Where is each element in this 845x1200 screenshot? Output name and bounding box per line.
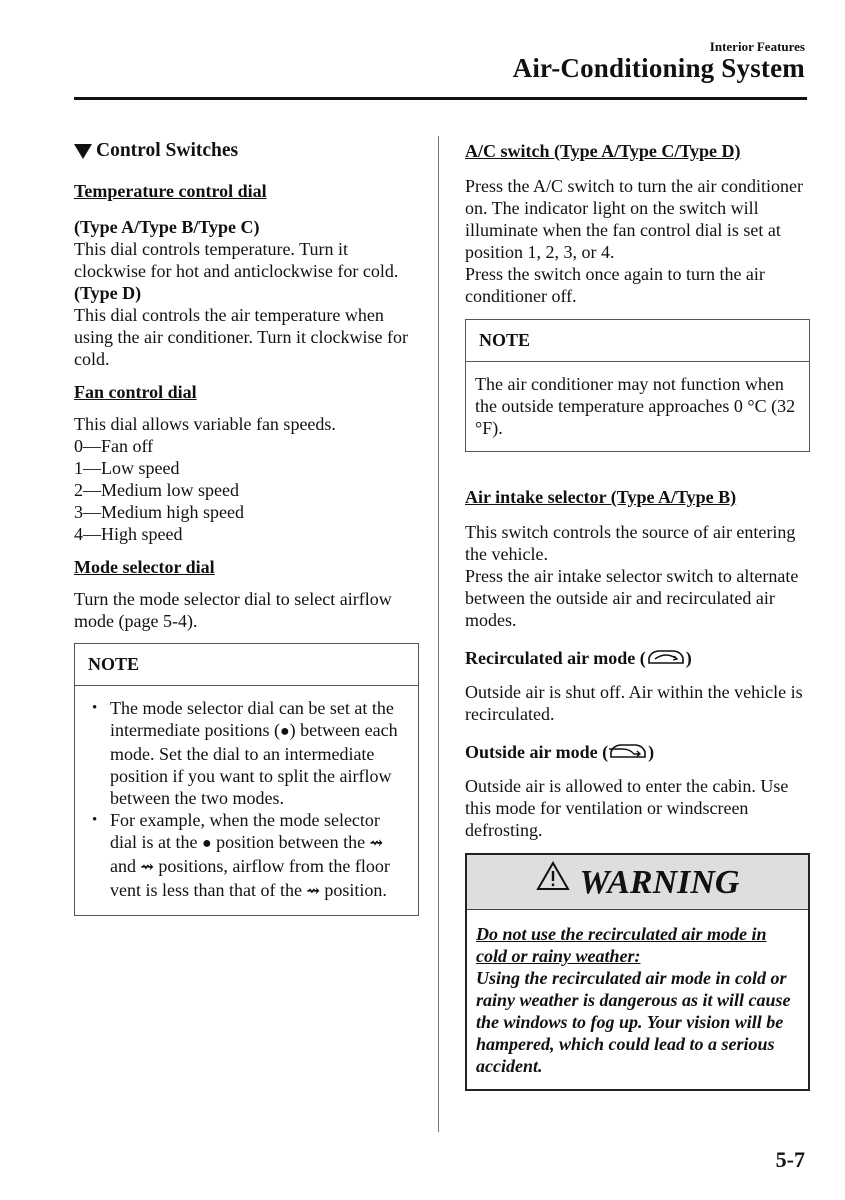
column-divider [438, 136, 439, 1132]
section-label: Interior Features [709, 39, 805, 54]
mode-text: Turn the mode selector dial to select airflow mode (page 5-4). [74, 589, 392, 631]
fan-speed-item: 0—Fan off [74, 436, 154, 456]
recirculated-heading-text: ) [685, 648, 692, 668]
recirculated-heading [465, 647, 810, 671]
note-item [84, 809, 409, 903]
page-number: 5-7 [775, 1147, 805, 1172]
fan-speed-item: 2—Medium low speed [74, 480, 239, 500]
fan-speed-item: 4—High speed [74, 524, 183, 544]
fan-speed-item: 1—Low speed [74, 458, 180, 478]
section-heading-text: Control Switches [96, 140, 239, 161]
note-text: positions, airflow from the floor vent is less than that of the [110, 856, 390, 900]
fan-speed-item: 3—Medium high speed [74, 502, 244, 522]
type-abc-label: (Type A/Type B/Type C) [74, 217, 260, 237]
intake-text: Press the air intake selector switch to alternate between the outside air and recirculated air modes. [465, 566, 799, 630]
temperature-heading: Temperature control dial [74, 181, 267, 201]
header-rule [74, 97, 807, 100]
note-box-left [74, 643, 419, 916]
note-text: position. [319, 880, 387, 900]
mode-heading: Mode selector dial [74, 557, 215, 577]
outside-text: Outside air is allowed to enter the cabin. Use this mode for ventilation or windscreen defrosting. [465, 776, 789, 840]
left-column [74, 140, 419, 916]
warning-lead: Do not use the recirculated air mode in cold or rainy weather: [476, 924, 767, 966]
recirculated-heading-text: Recirculated air mode ( [465, 648, 646, 668]
page-title: Air-Conditioning System [512, 53, 805, 83]
note-text: ) between each mode. Set the dial to an intermediate position if you want to split the airflow between the two modes. [110, 720, 398, 808]
dot-icon: ● [201, 835, 212, 852]
recirculated-text: Outside air is shut off. Air within the vehicle is recirculated. [465, 682, 803, 724]
dot-icon: ● [279, 723, 290, 740]
outside-air-car-icon [608, 742, 648, 765]
floor-defrost-vent-icon: ⇝ [140, 859, 154, 876]
warning-text: Using the recirculated air mode in cold or rainy weather is dangerous as it will cause the windows to fog up. Your vision will be hampered, which could lead to a serious accident. [476, 968, 791, 1076]
ac-text: Press the A/C switch to turn the air conditioner on. The indicator light on the switch will illuminate when the fan control dial is set at position 1, 2, 3, or 4. [465, 176, 803, 262]
note-body [75, 686, 418, 915]
note-text: For example, when the mode selector dial is at the [110, 810, 380, 852]
ac-text: Press the switch once again to turn the air conditioner off. [465, 264, 765, 306]
floor-vent-icon: ⇝ [369, 835, 384, 852]
fan-heading: Fan control dial [74, 382, 197, 402]
warning-box [465, 853, 810, 1091]
outside-heading-text: ) [648, 742, 655, 762]
triangle-bullet-icon [74, 144, 92, 159]
intake-heading: Air intake selector (Type A/Type B) [465, 487, 737, 507]
section-heading [74, 140, 419, 162]
note-label: NOTE [75, 644, 418, 686]
type-d-label: (Type D) [74, 283, 142, 303]
warning-body [467, 910, 808, 1089]
warning-icon [536, 861, 570, 900]
note-text: and [110, 856, 141, 876]
note-item [84, 697, 409, 809]
note-label: NOTE [466, 320, 809, 362]
note-text: position between the [211, 832, 370, 852]
note-list [84, 697, 409, 903]
recirculate-car-icon [646, 648, 686, 671]
right-column [465, 140, 810, 1091]
outside-heading-text: Outside air mode ( [465, 742, 609, 762]
intake-text: This switch controls the source of air entering the vehicle. [465, 522, 796, 564]
type-d-text: This dial controls the air temperature when using the air conditioner. Turn it clockwise for cold. [74, 305, 408, 369]
note-box-right [465, 319, 810, 452]
fan-intro: This dial allows variable fan speeds. [74, 414, 336, 434]
type-abc-text: This dial controls temperature. Turn it clockwise for hot and anticlockwise for cold. [74, 239, 399, 281]
ac-heading: A/C switch (Type A/Type C/Type D) [465, 141, 741, 161]
note-text: The mode selector dial can be set at the intermediate positions ( [110, 698, 394, 740]
floor-defrost-vent-icon: ⇝ [306, 883, 320, 900]
warning-header [467, 855, 808, 910]
note-text: The air conditioner may not function when the outside temperature approaches 0 °C (32 °F). [475, 374, 796, 438]
warning-label: WARNING [579, 864, 740, 901]
outside-heading [465, 741, 810, 765]
